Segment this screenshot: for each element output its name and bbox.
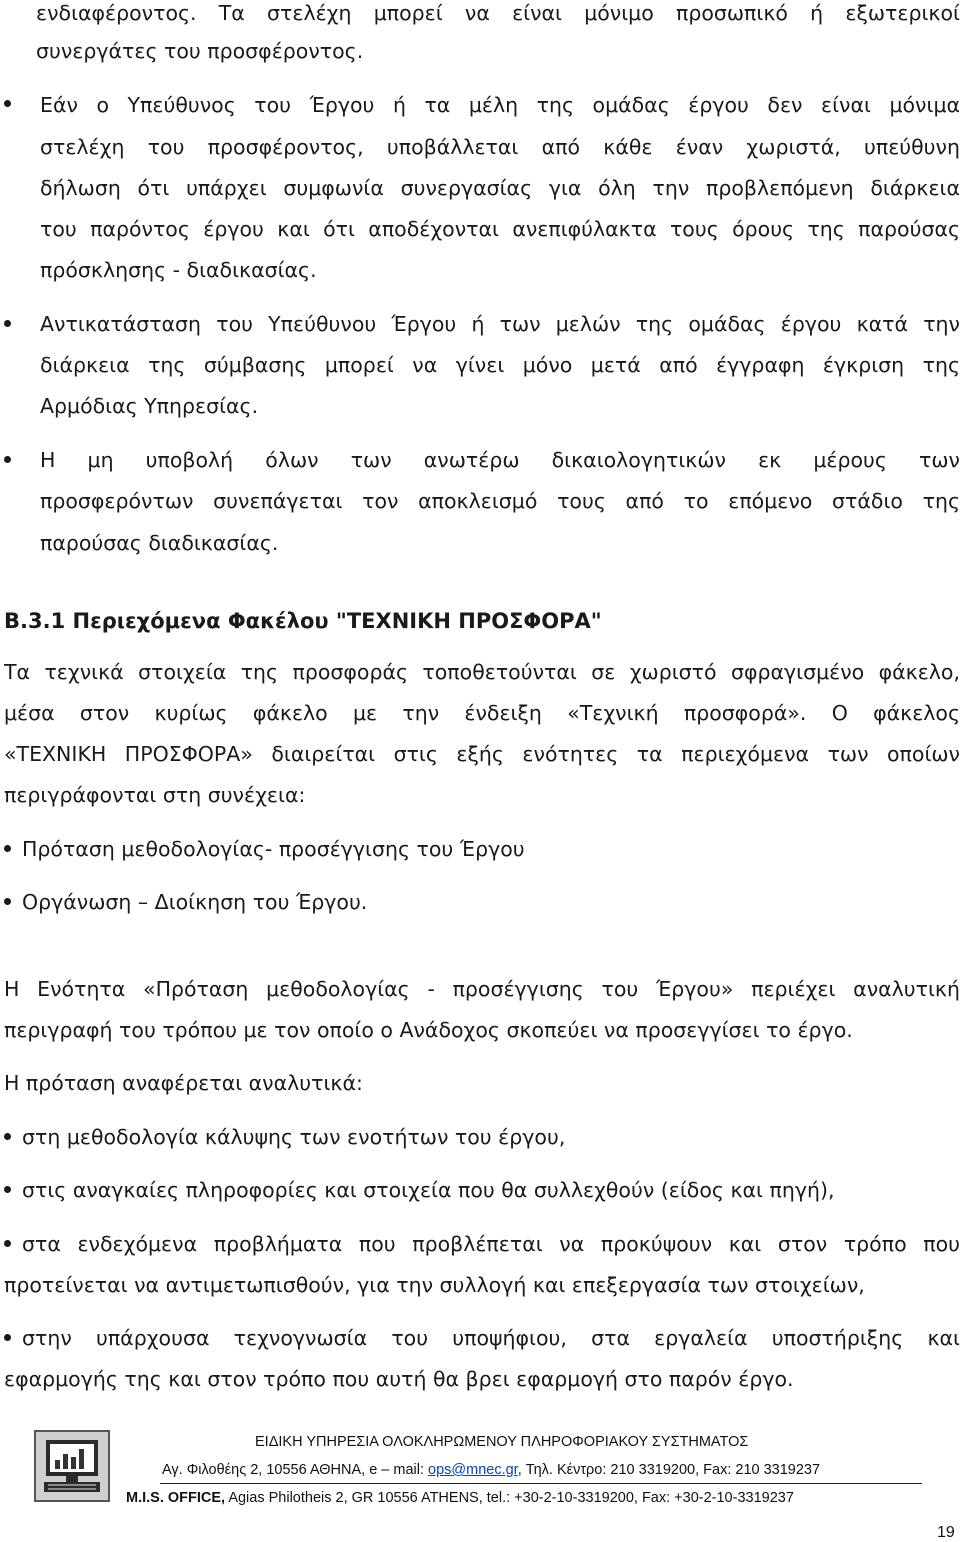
footer-divider — [160, 1483, 922, 1484]
bullet-dot — [4, 898, 11, 905]
text-line: εφαρμογής της και στον τρόπο που αυτή θα βρει εφαρμογή στο παρόν έργο. — [4, 1367, 794, 1391]
footer-address-gr — [162, 1461, 820, 1479]
text-line: Η πρόταση αναφέρεται αναλυτικά: — [4, 1071, 363, 1095]
list-item: στα ενδεχόμενα προβλήματα που προβλέπεται να προκύψουν και στον τρόπο που — [22, 1232, 960, 1256]
list-item: στη μεθοδολογία κάλυψης των ενοτήτων του έργου, — [22, 1125, 566, 1149]
footer-phone-text: , Τηλ. Κέντρο: 210 3319200, Fax: 210 3319237 — [517, 1462, 821, 1478]
text-line: προτείνεται να αντιμετωπισθούν, για την συλλογή και επεξεργασία των στοιχείων, — [4, 1273, 865, 1297]
bullet-dot — [4, 845, 11, 852]
text-line: συνεργάτες του προσφέροντος. — [36, 39, 364, 63]
bullet-dot — [4, 1240, 11, 1247]
text-line: πρόσκλησης - διαδικασίας. — [40, 258, 317, 282]
text-line: Εάν ο Υπεύθυνος του Έργου ή τα μέλη της ομάδας έργου δεν είναι μόνιμα — [40, 93, 960, 117]
list-item: Οργάνωση – Διοίκηση του Έργου. — [22, 890, 368, 914]
footer-address-text: Αγ. Φιλοθέης 2, 10556 ΑΘΗΝΑ, e – mail: — [162, 1462, 429, 1478]
text-line: περιγράφονται στη συνέχεια: — [4, 783, 306, 807]
footer-office-name: M.I.S. OFFICE, — [126, 1490, 226, 1506]
text-line: στελέχη του προσφέροντος, υποβάλλεται από κάθε έναν χωριστά, υπεύθυνη — [40, 135, 960, 159]
logo-graphic — [36, 1432, 108, 1500]
list-item: στην υπάρχουσα τεχνογνωσία του υποψήφιου, στα εργαλεία υποστήριξης και — [22, 1326, 960, 1350]
text-line: περιγραφή του τρόπου με τον οποίο ο Ανάδοχος σκοπεύει να προσεγγίσει το έργο. — [4, 1018, 853, 1042]
footer-title: ΕΙΔΙΚΗ ΥΠΗΡΕΣΙΑ ΟΛΟΚΛΗΡΩΜΕΝΟΥ ΠΛΗΡΟΦΟΡΙΑΚΟΥ ΣΥΣΤΗΜΑΤΟΣ — [255, 1434, 749, 1450]
email-link[interactable]: ops@mnec.gr — [428, 1462, 518, 1478]
text-line: Αρμόδιας Υπηρεσίας. — [40, 394, 259, 418]
text-line: παρούσας διαδικασίας. — [40, 531, 279, 555]
text-line: Τα τεχνικά στοιχεία της προσφοράς τοποθετούνται σε χωριστό σφραγισμένο φάκελο, — [4, 660, 960, 684]
footer-office-address: Agias Philotheis 2, GR 10556 ATHENS, tel.: +30-2-10-3319200, Fax: +30-2-10-3319237 — [225, 1490, 794, 1506]
footer-address-en — [126, 1489, 794, 1507]
text-line: προσφερόντων συνεπάγεται τον αποκλεισμό τους από το επόμενο στάδιο της — [40, 489, 960, 513]
bullet-dot — [4, 456, 11, 463]
bullet-dot — [4, 320, 11, 327]
text-line: Η μη υποβολή όλων των ανωτέρω δικαιολογητικών εκ μέρους των — [40, 448, 960, 472]
bullet-dot — [4, 1133, 11, 1140]
page-number: 19 — [937, 1524, 955, 1541]
section-heading: Β.3.1 Περιεχόμενα Φακέλου "ΤΕΧΝΙΚΗ ΠΡΟΣΦΟΡΑ" — [4, 609, 602, 633]
list-item: Πρόταση μεθοδολογίας- προσέγγισης του Έργου — [22, 837, 525, 861]
text-line: μέσα στον κυρίως φάκελο με την ένδειξη «Τεχνική προσφορά». Ο φάκελος — [4, 701, 960, 725]
bullet-dot — [4, 1186, 11, 1193]
bullet-dot — [4, 100, 11, 107]
text-line: δήλωση ότι υπάρχει συμφωνία συνεργασίας για όλη την προβλεπόμενη διάρκεια — [40, 176, 960, 200]
text-line: Αντικατάσταση του Υπεύθυνου Έργου ή των μελών της ομάδας έργου κατά την — [40, 312, 960, 336]
text-line: Η Ενότητα «Πρόταση μεθοδολογίας - προσέγγισης του Έργου» περιέχει αναλυτική — [4, 977, 960, 1001]
text-line: διάρκεια της σύμβασης μπορεί να γίνει μόνο μετά από έγγραφη έγκριση της — [40, 353, 960, 377]
text-line: του παρόντος έργου και ότι αποδέχονται ανεπιφύλακτα τους όρους της παρούσας — [40, 217, 960, 241]
text-line: «ΤΕΧΝΙΚΗ ΠΡΟΣΦΟΡΑ» διαιρείται στις εξής ενότητες τα περιεχόμενα των οποίων — [4, 742, 960, 766]
bullet-dot — [4, 1334, 11, 1341]
list-item: στις αναγκαίες πληροφορίες και στοιχεία που θα συλλεχθούν (είδος και πηγή), — [22, 1178, 835, 1202]
computer-monitor-icon — [34, 1430, 110, 1502]
text-line: ενδιαφέροντος. Τα στελέχη μπορεί να είναι μόνιμο προσωπικό ή εξωτερικοί — [36, 1, 960, 25]
